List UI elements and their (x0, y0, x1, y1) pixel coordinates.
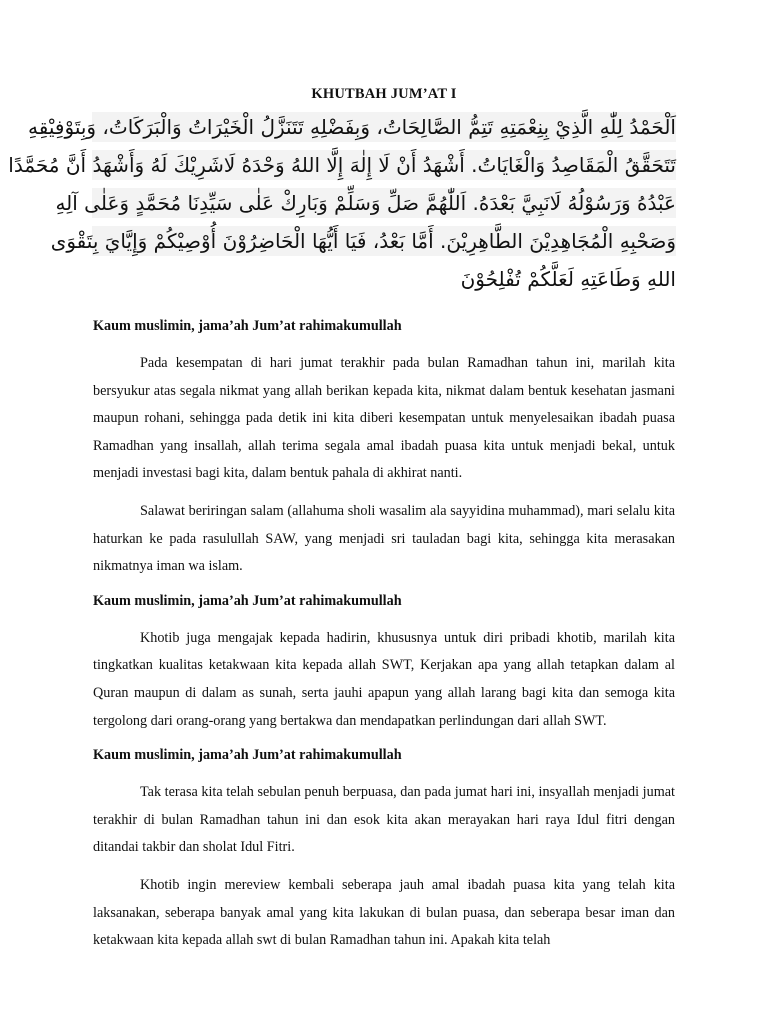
paragraph: Pada kesempatan di hari jumat terakhir pada bulan Ramadhan tahun ini, marilah kita bersyukur atas segala nikmat yang allah berikan kepada kita, nikmat dalam bentuk kesehatan jasmani maupun rohani, sehingga pada detik ini kita diberi kesempatan untuk menyelesaikan ibadah puasa Ramadhan yang insallah, allah terima segala amal ibadah puasa kita untuk menjadi bekal, untuk menjadi investasi bagi kita, dalam bentuk pahala di akhirat nanti. (93, 355, 675, 482)
arabic-line: تَتَحَقَّقُ الْمَقَاصِدُ وَالْغَايَاتُ. أَشْهَدُ أَنْ لَا إِلٰهَ إِلَّا اللهُ وَحْدَهُ لَاشَرِيْكَ لَهُ وَأَشْهَدُ أَنَّ مُحَمَّدًا (92, 146, 676, 184)
paragraph: Tak terasa kita telah sebulan penuh berpuasa, dan pada jumat hari ini, insyallah menjadi jumat terakhir di bulan Ramadhan tahun ini dan esok kita akan merayakan hari raya Idul fitri dengan ditandai takbir dan sholat Idul Fitri. (93, 784, 675, 856)
section-heading: Kaum muslimin, jama’ah Jum’at rahimakumullah (93, 747, 402, 764)
arabic-line: اللهِ وَطَاعَتِهِ لَعَلَّكُمْ تُفْلِحُوْنَ (460, 267, 676, 291)
section-heading: Kaum muslimin, jama’ah Jum’at rahimakumullah (93, 592, 402, 609)
arabic-line: عَبْدُهُ وَرَسُوْلُهُ لَانَبِيَّ بَعْدَهُ. اَللّٰهُمَّ صَلِّ وَسَلِّمْ وَبَارِكْ عَلٰى سَيِّدِنَا مُحَمَّدٍ وَعَلٰى آلِهِ (92, 184, 676, 222)
document-title: KHUTBAH JUM’AT I (311, 86, 457, 102)
paragraph: Khotib juga mengajak kepada hadirin, khususnya untuk diri pribadi khotib, marilah kita tingkatkan kualitas ketakwaan kita kepada allah SWT, Kerjakan apa yang allah tetapkan dalam al Quran maupun di dalam as sunah, serta jauhi apapun yang allah larang bagi kita dan semoga kita tergolong dari orang-orang yang bertakwa dan mendapatkan perlindungan dari allah SWT. (93, 629, 675, 729)
paragraph: Khotib ingin mereview kembali seberapa jauh amal ibadah puasa kita yang telah kita laksanakan, seberapa banyak amal yang kita lakukan di bulan puasa, dan seberapa besar iman dan ketakwaan kita kepada allah swt di bulan Ramadhan tahun ini. Apakah kita telah (93, 876, 675, 949)
paragraph: Salawat beriringan salam (allahuma sholi wasalim ala sayyidina muhammad), mari selalu kita haturkan ke pada rasulullah SAW, yang menjadi sri tauladan bagi kita, sehingga kita merasakan nikmatnya iman wa islam. (93, 502, 675, 575)
arabic-line: وَصَحْبِهِ الْمُجَاهِدِيْنَ الطَّاهِرِيْنَ. أَمَّا بَعْدُ، فَيَا أَيُّهَا الْحَاضِرُوْنَ أُوْصِيْكُمْ وَإِيَّايَ بِتَقْوَى (92, 222, 676, 260)
arabic-opening-prayer (8, 108, 676, 298)
section-heading: Kaum muslimin, jama’ah Jum’at rahimakumullah (93, 318, 402, 334)
sermon-body (93, 316, 675, 955)
arabic-line: اَلْحَمْدُ لِلّٰهِ الَّذِيْ بِنِعْمَتِهِ تَتِمُّ الصَّالِحَاتُ، وَبِفَضْلِهِ تَتَنَزَّلُ الْخَيْرَاتُ وَالْبَرَكَاتُ، وَبِتَوْفِيْقِهِ (92, 108, 676, 146)
